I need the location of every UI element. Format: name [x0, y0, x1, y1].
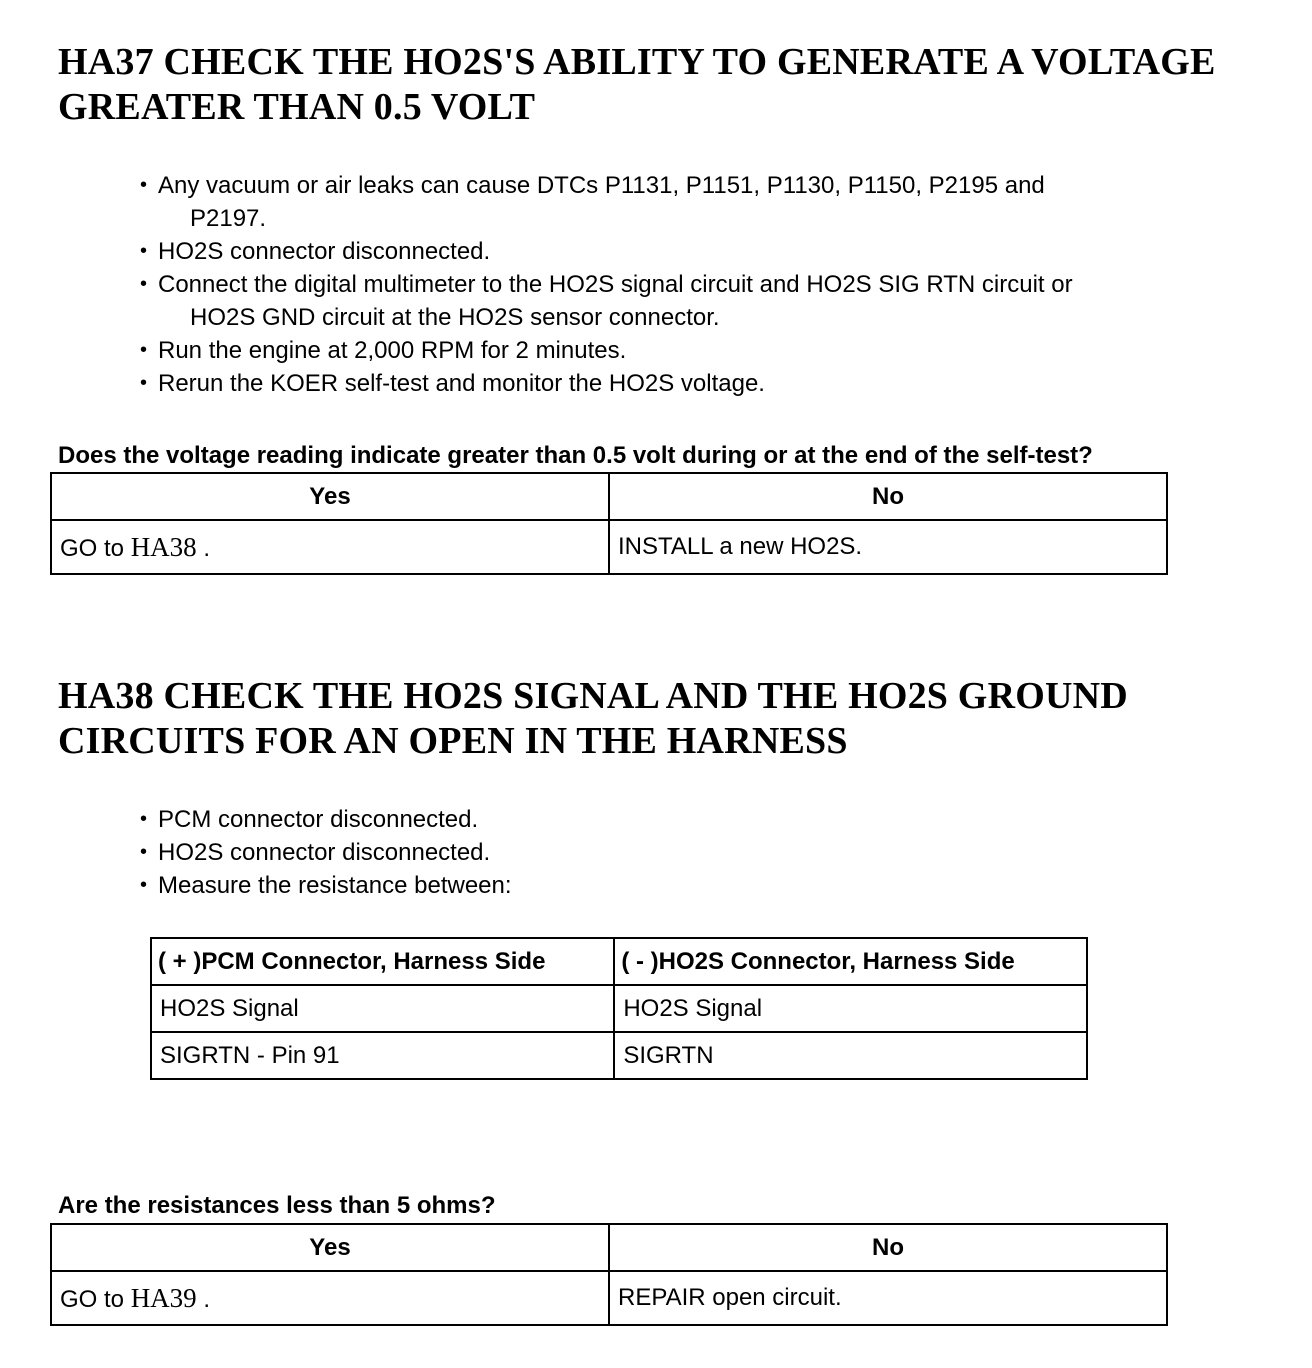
list-item	[140, 334, 1240, 367]
bullet-text: Any vacuum or air leaks can cause DTCs P1131, P1151, P1130, P1150, P2195 and	[158, 172, 1045, 199]
ha38-title-line2: CIRCUITS FOR AN OPEN IN THE HARNESS	[58, 720, 848, 762]
bullet-text-continued: P2197.	[190, 205, 267, 232]
yes-suffix: .	[196, 534, 211, 562]
ha37-result-table	[50, 472, 1168, 575]
ha37-title-line1: HA37 CHECK THE HO2S'S ABILITY TO GENERATE A VOLTAGE	[58, 41, 1216, 83]
no-cell: REPAIR open circuit.	[609, 1271, 1167, 1325]
ha37-title-line2: GREATER THAN 0.5 VOLT	[58, 86, 536, 128]
table-row	[151, 1032, 1087, 1079]
ha38-result-table	[50, 1223, 1168, 1326]
ha38-title-line1: HA38 CHECK THE HO2S SIGNAL AND THE HO2S GROUND	[58, 675, 1128, 717]
ha37-bullet-list	[140, 169, 1240, 400]
step-link-ha38[interactable]: HA38	[130, 531, 197, 562]
yes-cell	[51, 1271, 609, 1325]
list-item	[140, 169, 1240, 235]
table-cell: HO2S Signal	[614, 985, 1087, 1032]
yes-prefix: GO to	[60, 1285, 131, 1313]
table-row	[151, 985, 1087, 1032]
table-cell: SIGRTN - Pin 91	[151, 1032, 614, 1079]
table-cell: HO2S Signal	[151, 985, 614, 1032]
list-item	[140, 869, 1240, 902]
yes-suffix: .	[196, 1285, 211, 1313]
ha38-title	[58, 674, 1128, 764]
list-item	[140, 235, 1240, 268]
bullet-text: Rerun the KOER self-test and monitor the HO2S voltage.	[158, 370, 765, 397]
list-item	[140, 836, 1240, 869]
bullet-text: Connect the digital multimeter to the HO2S signal circuit and HO2S SIG RTN circuit or	[158, 271, 1073, 298]
list-item	[140, 268, 1240, 334]
ha38-bullet-list	[140, 803, 1240, 902]
bullet-text-continued: HO2S GND circuit at the HO2S sensor connector.	[190, 304, 720, 331]
list-item	[140, 367, 1240, 400]
ha38-question: Are the resistances less than 5 ohms?	[58, 1192, 496, 1219]
step-link-ha39[interactable]: HA39	[130, 1282, 197, 1313]
bullet-text: Run the engine at 2,000 RPM for 2 minutes.	[158, 337, 627, 364]
no-column-header: No	[609, 1224, 1167, 1271]
ha37-question: Does the voltage reading indicate greater than 0.5 volt during or at the end of the self-test?	[58, 442, 1093, 469]
no-cell: INSTALL a new HO2S.	[609, 520, 1167, 574]
yes-prefix: GO to	[60, 534, 131, 562]
bullet-text: HO2S connector disconnected.	[158, 238, 491, 265]
yes-column-header: Yes	[51, 1224, 609, 1271]
list-item	[140, 803, 1240, 836]
bullet-text: Measure the resistance between:	[158, 872, 512, 899]
bullet-text: PCM connector disconnected.	[158, 806, 479, 833]
ho2s-connector-header: ( - )HO2S Connector, Harness Side	[614, 938, 1087, 985]
pcm-connector-header: ( + )PCM Connector, Harness Side	[151, 938, 614, 985]
ha37-title	[58, 40, 1216, 130]
bullet-text: HO2S connector disconnected.	[158, 839, 491, 866]
no-column-header: No	[609, 473, 1167, 520]
table-cell: SIGRTN	[614, 1032, 1087, 1079]
yes-column-header: Yes	[51, 473, 609, 520]
resistance-table	[150, 937, 1088, 1080]
yes-cell	[51, 520, 609, 574]
